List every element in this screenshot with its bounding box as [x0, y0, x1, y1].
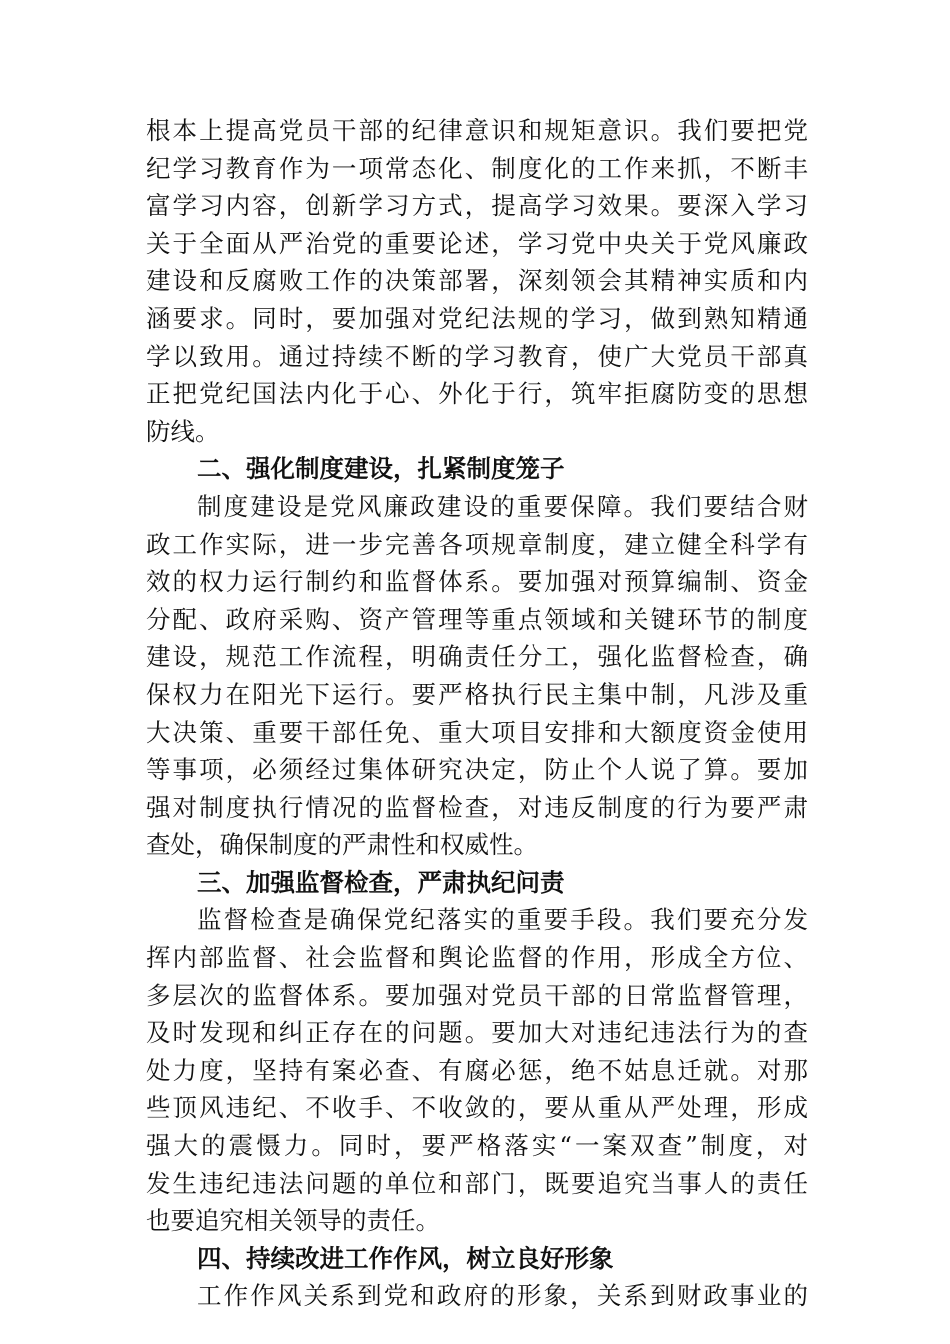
paragraph-line: 涵要求。同时，要加强对党纪法规的学习，做到熟知精通 [146, 303, 808, 333]
section-3-heading: 三、加强监督检查，严肃执纪问责 [197, 867, 565, 897]
paragraph-line: 效的权力运行制约和监督体系。要加强对预算编制、资金 [146, 567, 808, 597]
paragraph-line: 强大的震慑力。同时，要严格落实“一案双查”制度，对 [146, 1131, 808, 1161]
section-1-body [146, 112, 808, 450]
section-4-heading: 四、持续改进工作作风，树立良好形象 [197, 1243, 614, 1273]
paragraph-line: 学以致用。通过持续不断的学习教育，使广大党员干部真 [146, 341, 808, 371]
paragraph-line: 些顶风违纪、不收手、不收敛的，要从重从严处理，形成 [146, 1093, 808, 1123]
paragraph-line: 制度建设是党风廉政建设的重要保障。我们要结合财 [197, 491, 808, 521]
section-2-body [146, 488, 808, 864]
paragraph-line: 多层次的监督体系。要加强对党员干部的日常监督管理， [146, 980, 808, 1010]
paragraph-line: 查处，确保制度的严肃性和权威性。 [146, 830, 538, 860]
paragraph-line: 保权力在阳光下运行。要严格执行民主集中制，凡涉及重 [146, 679, 808, 709]
paragraph-line: 强对制度执行情况的监督检查，对违反制度的行为要严肃 [146, 792, 808, 822]
section-3-body [146, 901, 808, 1239]
document-page [146, 112, 808, 1315]
paragraph-line: 等事项，必须经过集体研究决定，防止个人说了算。要加 [146, 755, 808, 785]
paragraph-line: 正把党纪国法内化于心、外化于行，筑牢拒腐防变的思想 [146, 379, 808, 409]
paragraph-line: 富学习内容，创新学习方式，提高学习效果。要深入学习 [146, 191, 808, 221]
paragraph-line: 也要追究相关领导的责任。 [146, 1206, 440, 1236]
paragraph-line: 工作作风关系到党和政府的形象，关系到财政事业的 [197, 1281, 808, 1311]
paragraph-line: 建设和反腐败工作的决策部署，深刻领会其精神实质和内 [146, 266, 808, 296]
paragraph-line: 发生违纪违法问题的单位和部门，既要追究当事人的责任 [146, 1168, 808, 1198]
paragraph-line: 政工作实际，进一步完善各项规章制度，建立健全科学有 [146, 529, 808, 559]
paragraph-line: 纪学习教育作为一项常态化、制度化的工作来抓，不断丰 [146, 153, 808, 183]
section-2-heading: 二、强化制度建设，扎紧制度笼子 [197, 454, 565, 484]
paragraph-line: 分配、政府采购、资产管理等重点领域和关键环节的制度 [146, 604, 808, 634]
paragraph-line: 大决策、重要干部任免、重大项目安排和大额度资金使用 [146, 717, 808, 747]
paragraph-line: 关于全面从严治党的重要论述，学习党中央关于党风廉政 [146, 228, 808, 258]
paragraph-line: 挥内部监督、社会监督和舆论监督的作用，形成全方位、 [146, 943, 808, 973]
paragraph-line: 防线。 [146, 416, 220, 446]
paragraph-line: 监督检查是确保党纪落实的重要手段。我们要充分发 [197, 905, 808, 935]
section-4-body [146, 1277, 808, 1315]
paragraph-line: 根本上提高党员干部的纪律意识和规矩意识。我们要把党 [146, 116, 808, 145]
paragraph-line: 建设，规范工作流程，明确责任分工，强化监督检查，确 [146, 642, 808, 672]
paragraph-line: 处力度，坚持有案必查、有腐必惩，绝不姑息迁就。对那 [146, 1055, 808, 1085]
paragraph-line: 及时发现和纠正存在的问题。要加大对违纪违法行为的查 [146, 1018, 808, 1048]
